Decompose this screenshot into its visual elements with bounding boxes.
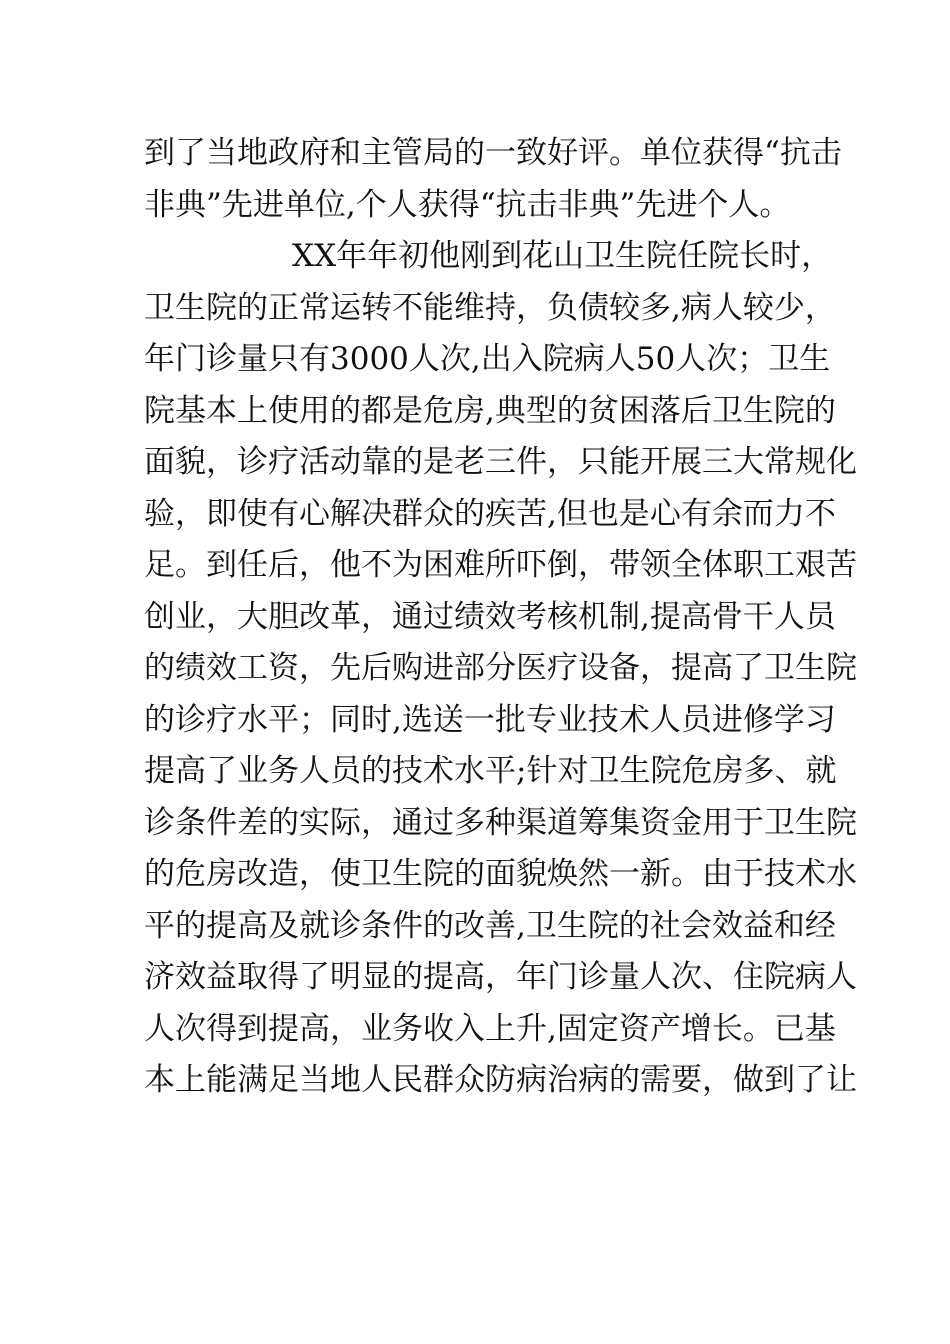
- text-line: 足。到任后，他不为困难所吓倒，带领全体职工艰苦: [144, 547, 857, 583]
- text-line: 到了当地政府和主管局的一致好评。单位获得“抗击: [144, 135, 842, 171]
- text-line: 年门诊量只有3000人次,出入院病人50人次；卫生: [144, 341, 831, 377]
- text-line: 平的提高及就诊条件的改善,卫生院的社会效益和经: [144, 907, 836, 944]
- text-line: 院基本上使用的都是危房,典型的贫困落后卫生院的: [144, 392, 836, 429]
- body-text: [144, 128, 857, 1107]
- text-line: 的绩效工资，先后购进部分医疗设备，提高了卫生院: [144, 650, 857, 686]
- text-line: 诊条件差的实际，通过多种渠道筹集资金用于卫生院: [144, 804, 857, 841]
- text-line: 非典”先进单位,个人获得“抗击非典”先进个人。: [144, 186, 791, 223]
- text-line: 提高了业务人员的技术水平;针对卫生院危房多、就: [144, 753, 837, 789]
- text-line: 验，即使有心解决群众的疾苦,但也是心有余而力不: [144, 495, 836, 532]
- text-line: 的危房改造，使卫生院的面貌焕然一新。由于技术水: [144, 856, 857, 892]
- text-line: 本上能满足当地人民群众防病治病的需要，做到了让: [144, 1062, 857, 1098]
- text-line: 的诊疗水平；同时,选送一批专业技术人员进修学习: [144, 701, 836, 738]
- text-line: 卫生院的正常运转不能维持，负债较多,病人较少，: [144, 289, 836, 326]
- paragraph-first-line: XX年年初他刚到花山卫生院任院长时，: [292, 238, 833, 274]
- text-line: 济效益取得了明显的提高，年门诊量人次、住院病人: [144, 959, 857, 995]
- text-line: 创业，大胆改革，通过绩效考核机制,提高骨干人员: [144, 598, 836, 635]
- text-line: 面貌，诊疗活动靠的是老三件，只能开展三大常规化: [144, 444, 857, 480]
- text-line: 人次得到提高，业务收入上升,固定资产增长。已基: [144, 1010, 836, 1047]
